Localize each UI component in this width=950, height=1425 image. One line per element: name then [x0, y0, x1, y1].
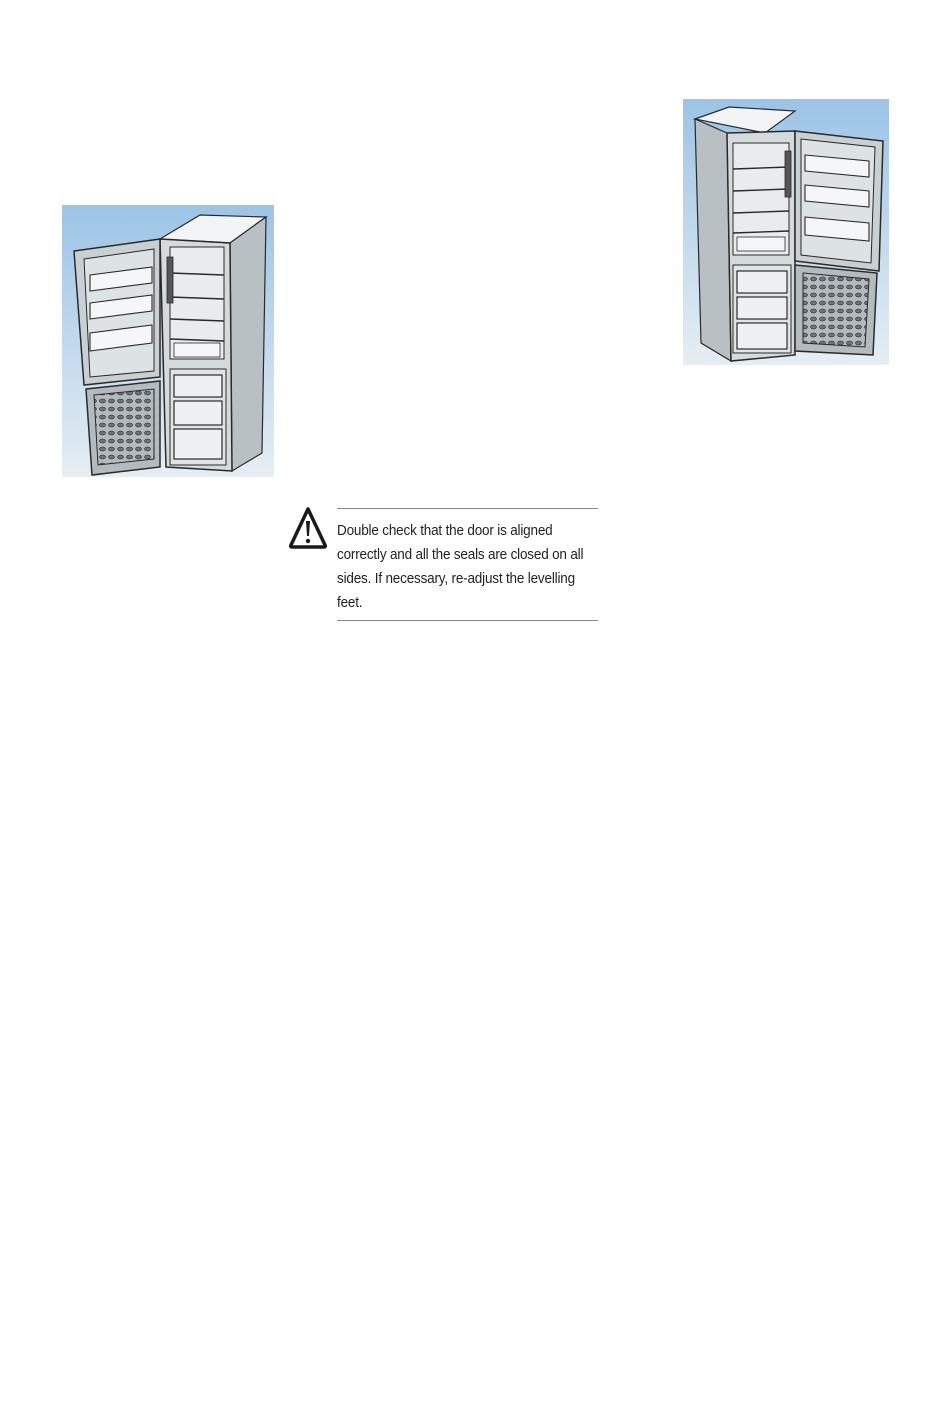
- freezer-door-pattern: [94, 389, 154, 465]
- fridge-right-svg: [683, 99, 889, 365]
- fridge-illustration-right: [683, 99, 889, 365]
- warning-rule-top: [337, 508, 598, 509]
- warning-note: [288, 506, 618, 624]
- door-bins: [805, 155, 869, 241]
- cabinet-side: [695, 119, 731, 361]
- fridge-interior: [170, 247, 224, 359]
- fridge-handle: [167, 257, 173, 303]
- warning-triangle-icon: [288, 506, 328, 550]
- freezer-drawers: [174, 375, 222, 459]
- freezer-drawers: [737, 271, 787, 349]
- warning-rule-bottom: [337, 620, 598, 621]
- freezer-door-pattern: [803, 273, 869, 347]
- cabinet-side: [230, 217, 266, 471]
- fridge-illustration-left: [62, 205, 274, 477]
- fridge-handle: [785, 151, 791, 197]
- fridge-left-svg: [62, 205, 274, 477]
- door-bins: [90, 267, 152, 351]
- crisper-drawer: [174, 343, 220, 357]
- warning-text: Double check that the door is aligned correctly and all the seals are closed on all sides. If necessary, re-adjust the levelling feet.: [337, 522, 584, 611]
- crisper-drawer: [737, 237, 785, 251]
